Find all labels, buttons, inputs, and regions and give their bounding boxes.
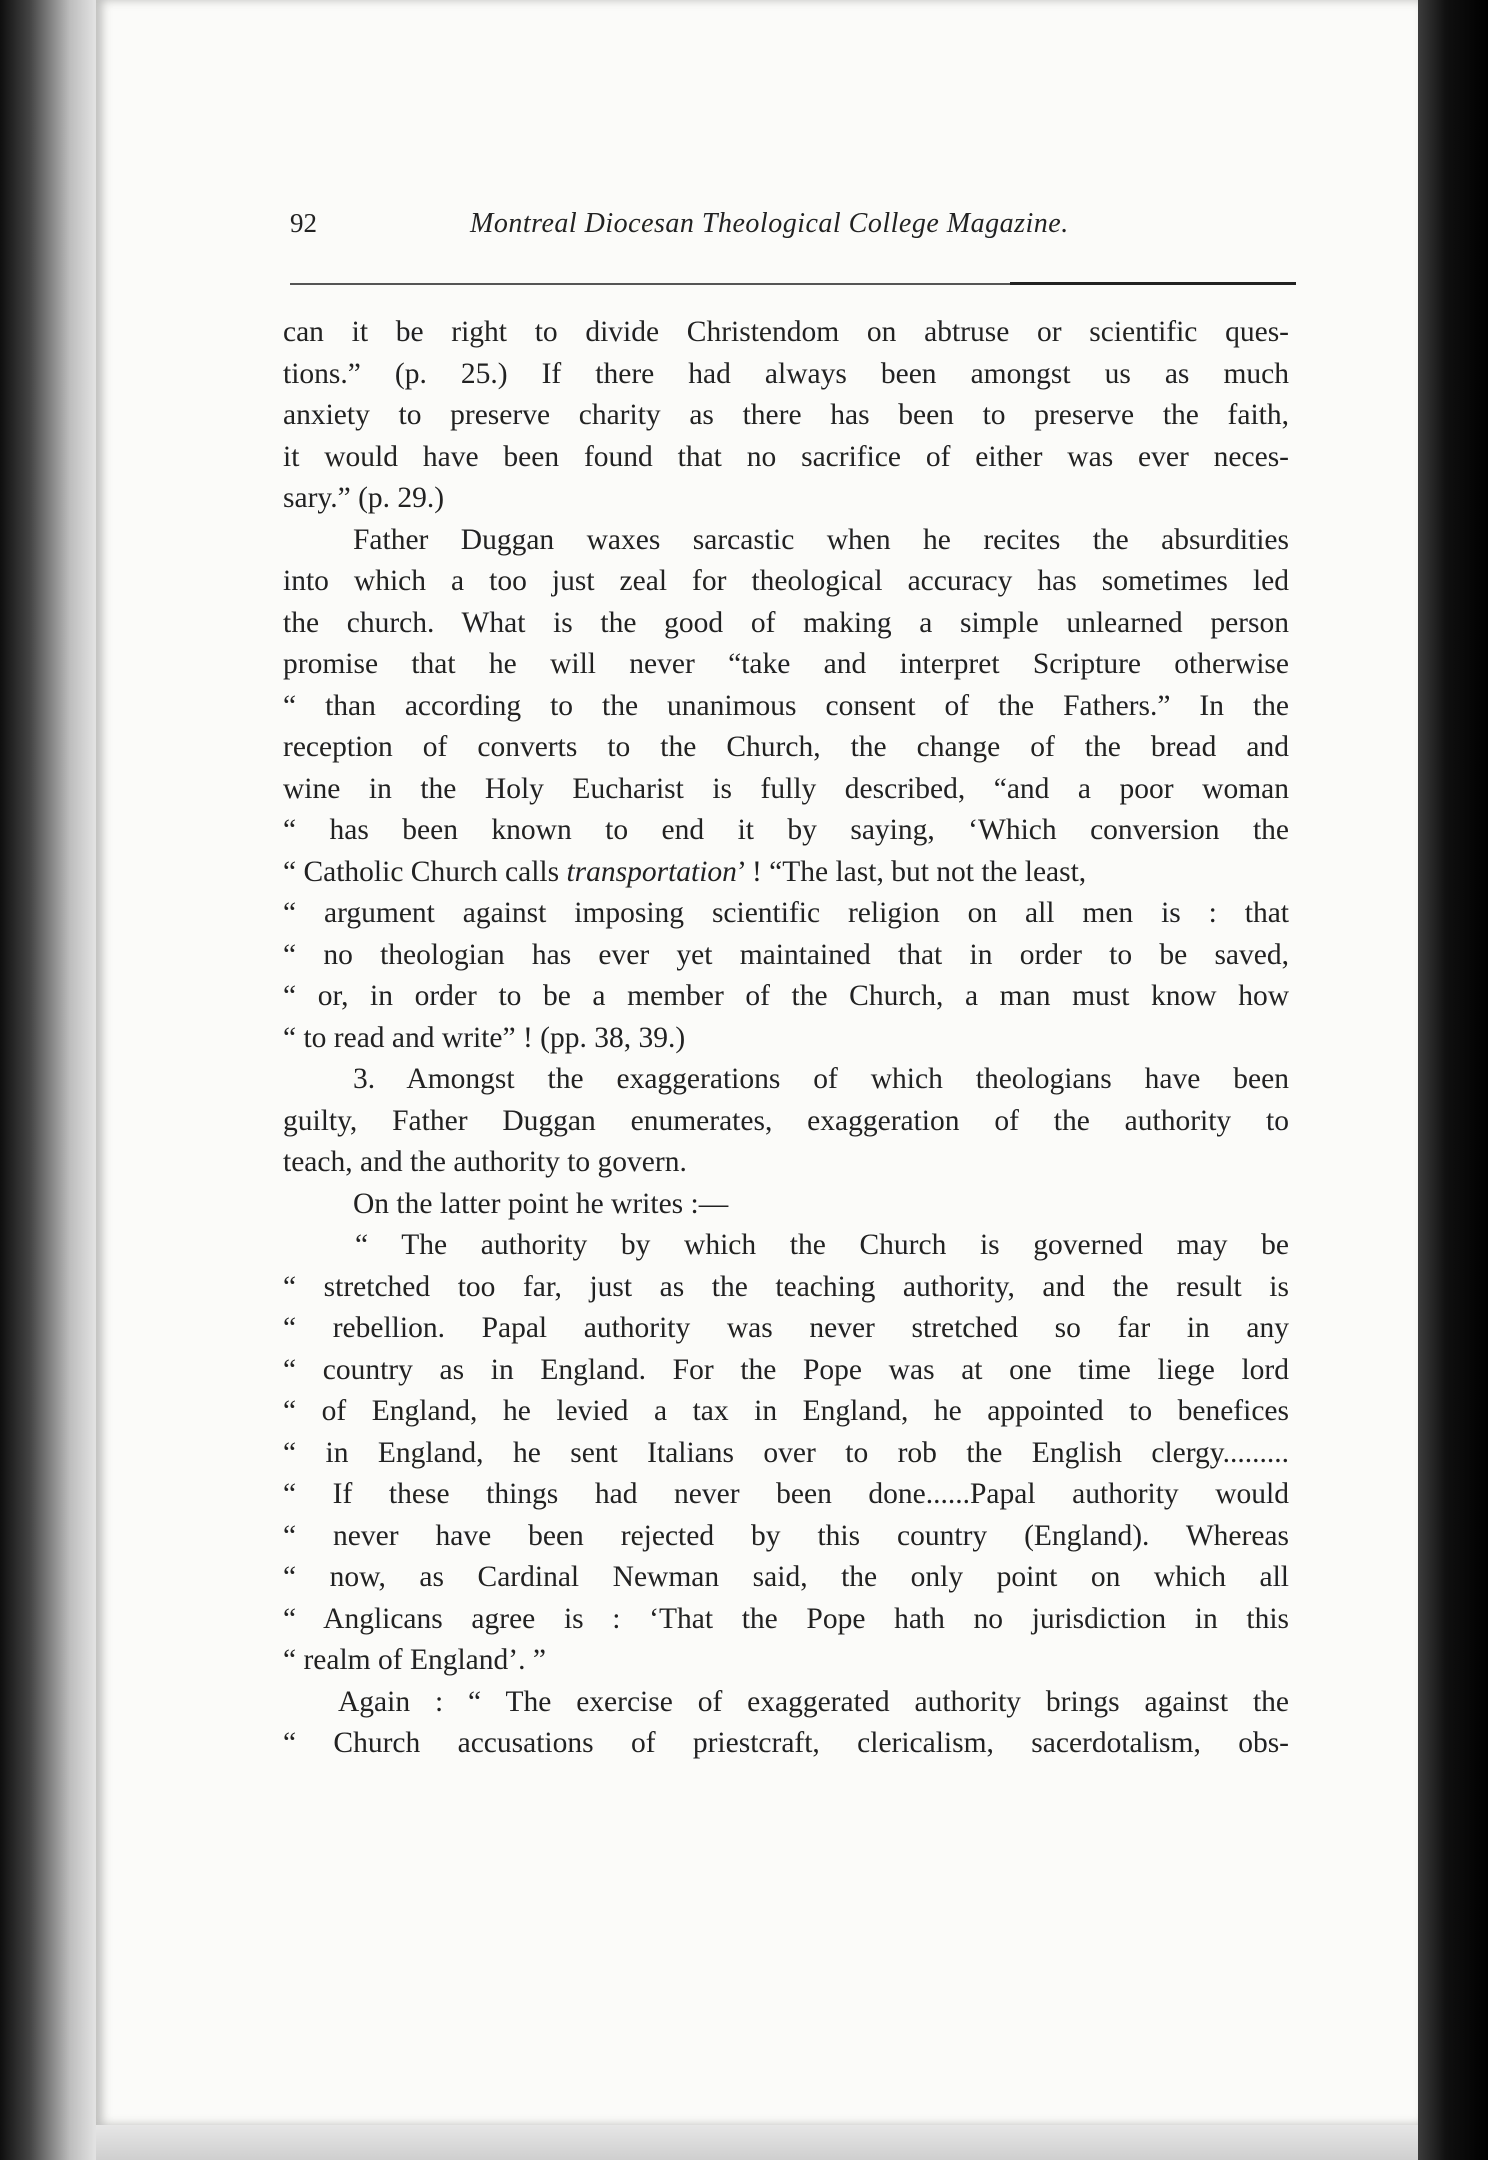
text-line: “ rebellion. Papal authority was never stretched so far in any: [283, 1312, 1289, 1344]
text-line: it would have been found that no sacrifice of either was ever neces-: [283, 440, 1289, 473]
text-line: “ Anglicans agree is : ‘That the Pope hath no jurisdiction in this: [283, 1602, 1289, 1635]
journal-title: Montreal Diocesan Theological College Magazine.: [470, 208, 1069, 239]
text-line: “ than according to the unanimous consent of the Fathers.” In the: [283, 689, 1289, 722]
text-line: “ no theologian has ever yet maintained that in order to be saved,: [283, 938, 1289, 971]
text-line: can it be right to divide Christendom on abtruse or scientific ques-: [283, 316, 1289, 348]
paragraph-4: [283, 1184, 1289, 1226]
text-line: wine in the Holy Eucharist is fully described, “and a poor woman: [283, 772, 1289, 805]
header-rule-accent: [1010, 282, 1296, 285]
text-line: 3. Amongst the exaggerations of which theologians have been: [353, 1063, 1289, 1095]
text-line: anxiety to preserve charity as there has been to preserve the faith,: [283, 399, 1289, 431]
paragraph-1: [283, 312, 1289, 520]
text-line: “ country as in England. For the Pope was at one time liege lord: [283, 1353, 1289, 1386]
text-line: “ argument against imposing scientific religion on all men is : that: [283, 897, 1289, 929]
text-line: the church. What is the good of making a simple unlearned person: [283, 606, 1289, 639]
text-line: On the latter point he writes :—: [353, 1187, 729, 1220]
text-line: reception of converts to the Church, the change of the bread and: [283, 731, 1289, 763]
text-line: “ stretched too far, just as the teaching authority, and the result is: [283, 1270, 1289, 1303]
text-line: “ realm of England’. ”: [283, 1644, 546, 1676]
paragraph-3: [283, 1059, 1289, 1184]
block-quote: [283, 1225, 1289, 1682]
text-line: “ or, in order to be a member of the Church, a man must know how: [283, 980, 1289, 1012]
paragraph-6: [283, 1682, 1289, 1765]
text-line: “ Church accusations of priestcraft, clericalism, sacerdotalism, obs-: [283, 1727, 1289, 1759]
paragraph-2: [283, 520, 1289, 1060]
book-edge-right: [1418, 0, 1488, 2160]
book-edge-left: [0, 0, 100, 2160]
text-line: “ now, as Cardinal Newman said, the only point on which all: [283, 1561, 1289, 1593]
text-line: “ If these things had never been done......Papal authority would: [283, 1478, 1289, 1510]
text-line: tions.” (p. 25.) If there had always been amongst us as much: [283, 357, 1289, 390]
page-number: 92: [290, 208, 317, 238]
text-line-with-italic: [283, 852, 1289, 894]
text-line: into which a too just zeal for theological accuracy has sometimes led: [283, 565, 1289, 597]
text-line: Father Duggan waxes sarcastic when he recites the absurdities: [353, 523, 1289, 556]
page-bottom-edge: [96, 2125, 1418, 2160]
text-line: “ has been known to end it by saying, ‘Which conversion the: [283, 814, 1289, 846]
text-line: Again : “ The exercise of exaggerated authority brings against the: [338, 1685, 1289, 1718]
running-head: [290, 208, 1290, 252]
text-line: “ to read and write” ! (pp. 38, 39.): [283, 1021, 686, 1054]
text-line: guilty, Father Duggan enumerates, exaggeration of the authority to: [283, 1104, 1289, 1137]
text-line: promise that he will never “take and interpret Scripture otherwise: [283, 648, 1289, 680]
text-line: “ of England, he levied a tax in England, he appointed to benefices: [283, 1395, 1289, 1427]
text-line: sary.” (p. 29.): [283, 482, 445, 514]
text-line: “ The authority by which the Church is governed may be: [355, 1229, 1289, 1261]
text-line: “ never have been rejected by this country (England). Whereas: [283, 1519, 1289, 1552]
italic-term: transportation: [566, 855, 737, 888]
body-text: [283, 312, 1289, 1765]
text-run: “ Catholic Church calls: [283, 855, 567, 888]
text-run: ’ ! “The last, but not the least,: [736, 855, 1087, 888]
text-line: teach, and the authority to govern.: [283, 1146, 687, 1178]
text-line: “ in England, he sent Italians over to rob the English clergy.........: [283, 1436, 1289, 1469]
